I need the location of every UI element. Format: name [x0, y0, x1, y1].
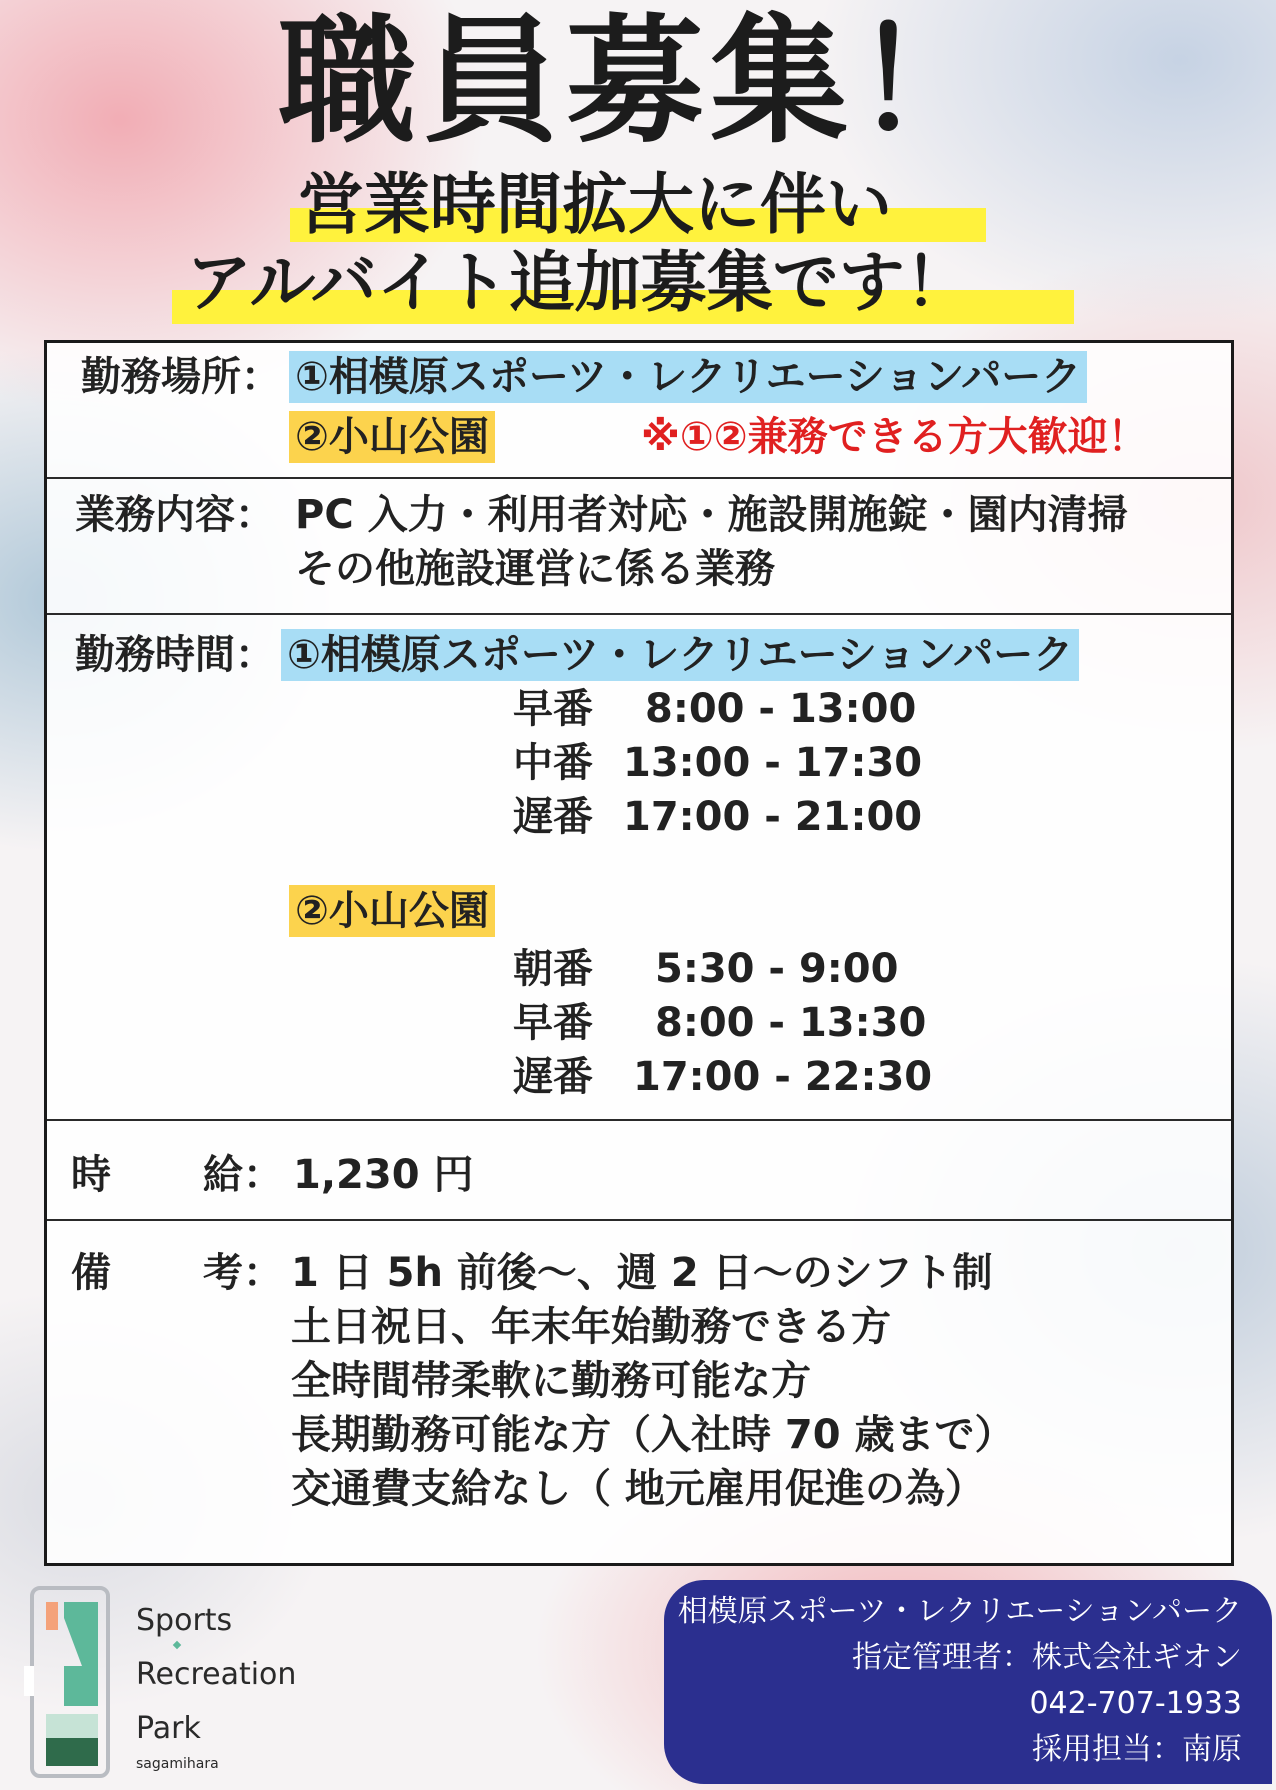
wage-label-a: 時	[71, 1152, 111, 1198]
notes-line: 全時間帯柔軟に勤務可能な方	[291, 1358, 811, 1404]
logo-text-sports: Sports	[136, 1603, 233, 1638]
notes-line: 土日祝日、年末年始勤務できる方	[291, 1304, 891, 1350]
hours-label: 勤務時間：	[75, 632, 275, 678]
page-title: 職員募集！	[277, 1, 998, 162]
wage-label-b: 給：	[203, 1152, 283, 1198]
shift-name: 早番	[513, 686, 593, 732]
shift-name: 朝番	[513, 946, 593, 992]
shift-time: 8:00 - 13:30	[655, 1000, 927, 1046]
shift-time: 17:00 - 21:00	[623, 794, 923, 840]
shift-name: 中番	[513, 740, 593, 786]
subheadline-line1: 営業時間拡大に伴い	[298, 166, 892, 243]
shift-time: 5:30 - 9:00	[655, 946, 899, 992]
notes-line: 交通費支給なし（ 地元雇用促進の為）	[291, 1466, 985, 1512]
duties-line2: その他施設運営に係る業務	[295, 546, 775, 592]
duties-line1: PC 入力・利用者対応・施設開施錠・園内清掃	[295, 492, 1128, 538]
hours-site1: ①相模原スポーツ・レクリエーションパーク	[281, 629, 1079, 681]
shift-name: 遅番	[513, 1054, 593, 1100]
location-site1: ①相模原スポーツ・レクリエーションパーク	[289, 351, 1087, 403]
contact-manager: 指定管理者：株式会社ギオン	[852, 1640, 1242, 1675]
wage-value: 1,230 円	[293, 1152, 474, 1198]
location-note: ※①②兼務できる方大歓迎！	[641, 414, 1148, 460]
location-label: 勤務場所：	[81, 354, 281, 400]
notes-line: 長期勤務可能な方（入社時 70 歳まで）	[291, 1412, 1015, 1458]
section-divider	[47, 477, 1231, 479]
shift-name: 遅番	[513, 794, 593, 840]
shift-time: 13:00 - 17:30	[623, 740, 923, 786]
shift-time: 8:00 - 13:00	[645, 686, 917, 732]
contact-person: 採用担当：南原	[1032, 1732, 1242, 1767]
duties-label: 業務内容：	[75, 492, 275, 538]
sports-recreation-park-logo	[24, 1586, 324, 1782]
notes-line: 1 日 5h 前後～、週 2 日～のシフト制	[291, 1250, 993, 1296]
contact-panel	[664, 1580, 1272, 1784]
shift-time: 17:00 - 22:30	[633, 1054, 933, 1100]
notes-label-a: 備	[71, 1250, 111, 1296]
contact-phone[interactable]: 042-707-1933	[1029, 1686, 1242, 1721]
logo-text-park: Park	[136, 1711, 201, 1746]
logo-text-sagamihara: sagamihara	[136, 1756, 219, 1772]
job-details-box	[44, 340, 1234, 1566]
contact-org: 相模原スポーツ・レクリエーションパーク	[677, 1594, 1242, 1629]
shift-name: 早番	[513, 1000, 593, 1046]
hours-site2: ②小山公園	[289, 885, 495, 937]
subheadline-line2: アルバイト追加募集です！	[186, 244, 971, 321]
notes-label-b: 考：	[203, 1250, 283, 1296]
logo-text-recreation: Recreation	[136, 1657, 297, 1692]
section-divider	[47, 613, 1231, 615]
location-site2: ②小山公園	[289, 411, 495, 463]
section-divider	[47, 1119, 1231, 1121]
section-divider	[47, 1219, 1231, 1221]
